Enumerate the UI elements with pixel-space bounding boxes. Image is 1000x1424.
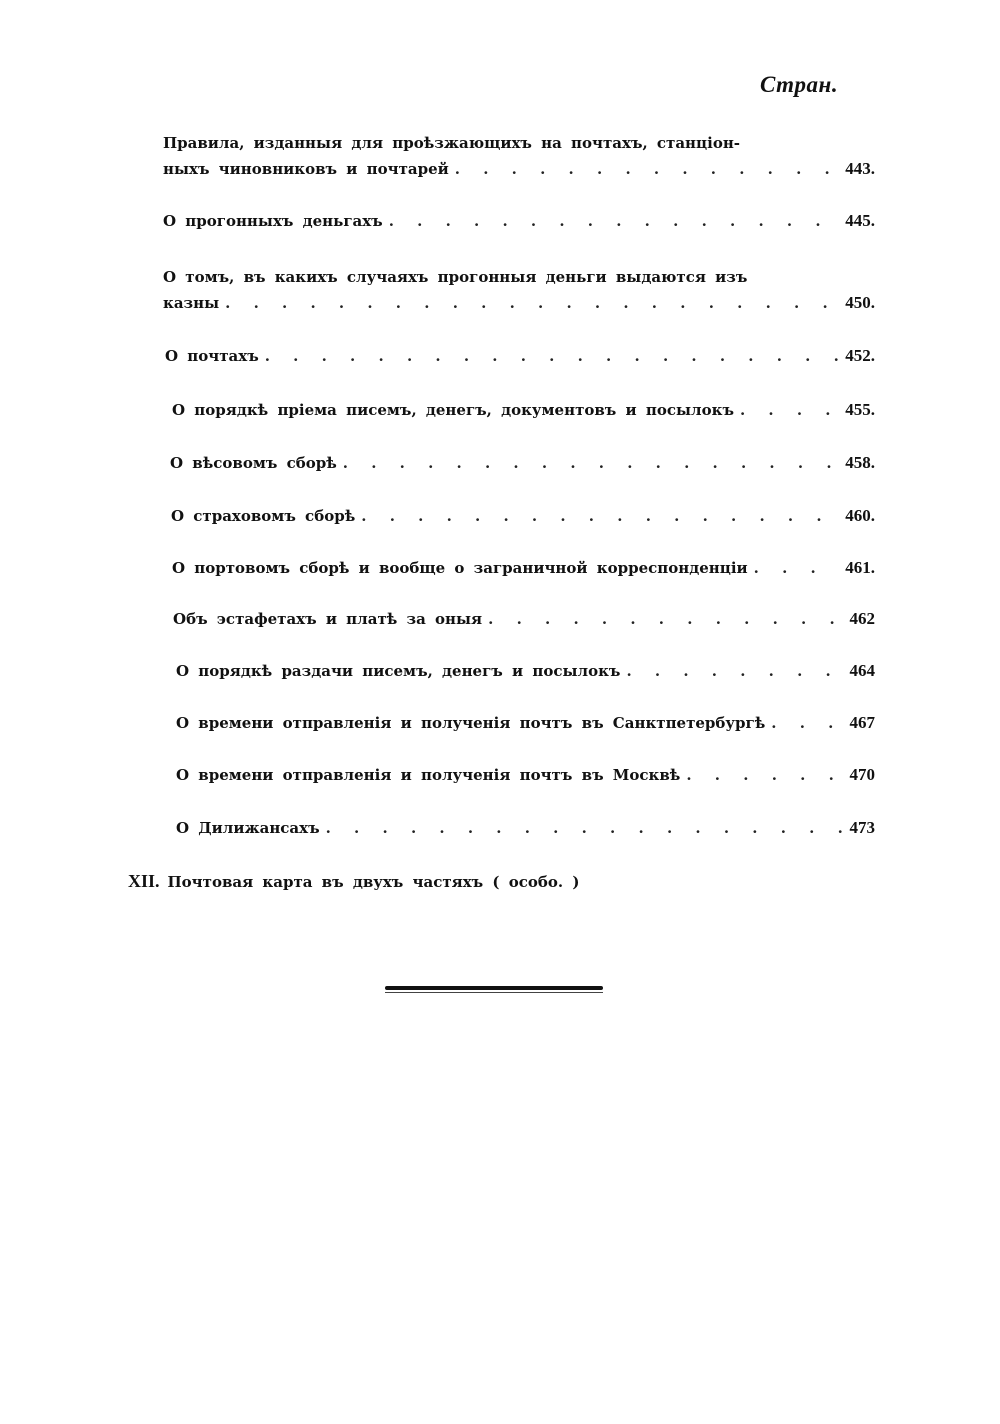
toc-page-number: 470 [849, 765, 875, 784]
toc-page-number: 450. [845, 293, 875, 312]
toc-page-number: 460. [845, 506, 875, 525]
toc-entry-text-line2: казны [163, 294, 220, 312]
dot-leader [326, 815, 844, 841]
toc-page-number: 445. [845, 211, 875, 230]
toc-entry-text-line1: Правила, изданныя для проѣзжающихъ на почтахъ, станціон- [163, 134, 741, 152]
toc-entry-text: О вѣсовомъ сборѣ [170, 454, 337, 472]
dot-leader [771, 710, 843, 736]
dot-leader [361, 503, 839, 529]
toc-entry-text: О Дилижансахъ [176, 819, 320, 837]
toc-entry [172, 397, 875, 423]
toc-entry-text: О портовомъ сборѣ и вообще о заграничной корреспонденціи [172, 559, 748, 577]
toc-entry [163, 130, 875, 182]
dot-leader [343, 450, 839, 476]
toc-entry-text: О порядкѣ пріема писемъ, денегъ, документовъ и посылокъ [172, 401, 734, 419]
toc-entry [163, 208, 875, 234]
dot-leader [389, 208, 840, 234]
toc-page-number: 443. [845, 159, 875, 178]
toc-entry-text: О времени отправленія и полученія почтъ въ Санктпетербургѣ [176, 714, 766, 732]
toc-entry [172, 555, 875, 581]
dot-leader [626, 658, 843, 684]
section-xii-line [128, 868, 579, 895]
toc-entry [165, 343, 875, 369]
toc-entry-text: Объ эстафетахъ и платѣ за оныя [173, 610, 483, 628]
page-column-header: Стран. [760, 72, 839, 97]
toc-entry-text-line1: О томъ, въ какихъ случаяхъ прогонныя деньги выдаются изъ [163, 268, 748, 286]
toc-page-number: 462 [849, 609, 875, 628]
dot-leader [754, 555, 840, 581]
toc-page-number: 458. [845, 453, 875, 472]
toc-entry-text: О страховомъ сборѣ [171, 507, 356, 525]
dot-leader [265, 343, 840, 369]
dot-leader [488, 606, 843, 632]
toc-entry-text: О порядкѣ раздачи писемъ, денегъ и посылокъ [176, 662, 621, 680]
toc-entry [170, 450, 875, 476]
toc-page-number: 467 [849, 713, 875, 732]
toc-page-number: 464 [849, 661, 875, 680]
section-title: Почтовая карта въ двухъ частяхъ ( особо. ) [167, 873, 580, 891]
dot-leader [455, 156, 839, 182]
toc-page-number: 461. [845, 558, 875, 577]
toc-entry [176, 815, 875, 841]
dot-leader [686, 762, 843, 788]
toc-entry-text-line2: ныхъ чиновниковъ и почтарей [163, 160, 449, 178]
end-rule-divider [385, 986, 603, 990]
toc-entry-text: О времени отправленія и полученія почтъ въ Москвѣ [176, 766, 681, 784]
toc-entry-text: О почтахъ [165, 347, 259, 365]
dot-leader [740, 397, 839, 423]
toc-page-number: 473 [849, 818, 875, 837]
toc-page-number: 455. [845, 400, 875, 419]
toc-entry [176, 658, 875, 684]
toc-entry [171, 503, 875, 529]
toc-page-number: 452. [845, 346, 875, 365]
toc-entry [176, 762, 875, 788]
dot-leader [225, 290, 839, 316]
toc-entry [173, 606, 875, 632]
toc-entry-text: О прогонныхъ деньгахъ [163, 212, 383, 230]
section-numeral: XII. [128, 871, 160, 891]
toc-entry [176, 710, 875, 736]
toc-entry [163, 264, 875, 316]
